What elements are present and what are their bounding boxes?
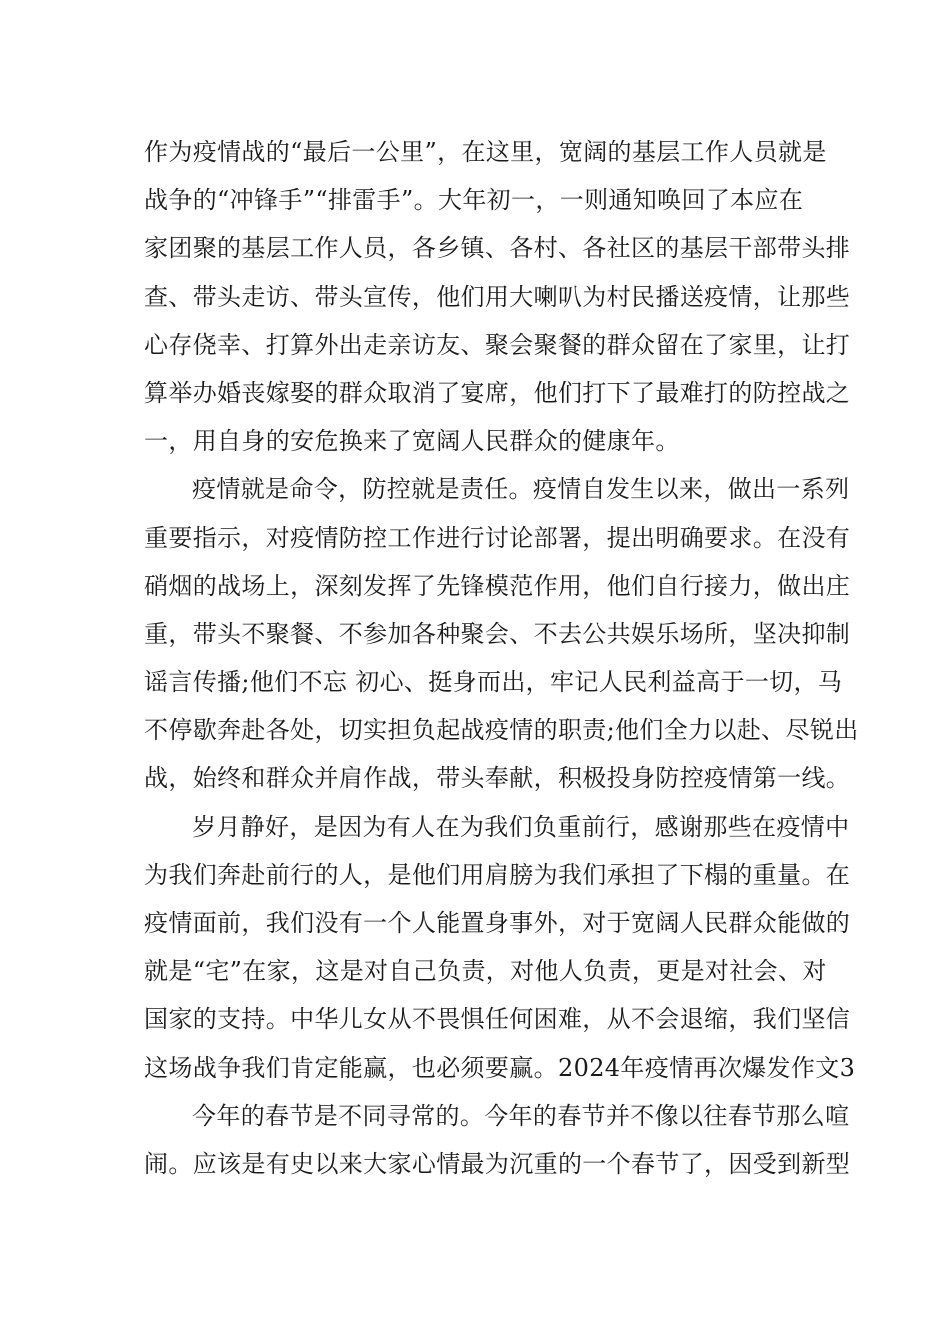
- paragraph-2: [144, 465, 859, 802]
- text-line: 作为疫情战的“最后一公里”，在这里，宽阔的基层工作人员就是: [144, 138, 827, 166]
- paragraph-3: [144, 803, 856, 1092]
- text-line: 疫情面前，我们没有一个人能置身事外，对于宽阔人民群众能做的: [144, 909, 851, 937]
- text-line: 闹。应该是有史以来大家心情最为沉重的一个春节了，因受到新型: [144, 1149, 851, 1178]
- text-line-first: 今年的春节是不同寻常的。今年的春节并不像以往春节那么喧: [192, 1101, 850, 1130]
- text-line: 一，用自身的安危换来了宽阔人民群众的健康年。: [144, 427, 680, 456]
- text-line: 战，始终和群众并肩作战，带头奉献，积极投身防控疫情第一线。: [144, 764, 851, 793]
- paragraph-1: [144, 128, 851, 465]
- text-line: 就是“宅”在家，这是对自己负责，对他人负责，更是对社会、对: [144, 957, 827, 986]
- text-line: 算举办婚丧嫁娶的群众取消了宴席，他们打下了最难打的防控战之: [144, 378, 851, 407]
- text-line-first: 疫情就是命令，防控就是责任。疫情自发生以来，做出一系列: [192, 475, 850, 504]
- text-line-first: 岁月静好，是因为有人在为我们负重前行，感谢那些在疫情中: [192, 812, 850, 841]
- text-line: 查、带头走访、带头宣传，他们用大喇叭为村民播送疫情，让那些: [144, 282, 851, 311]
- text-line: 重要指示，对疫情防控工作进行讨论部署，提出明确要求。在没有: [144, 523, 851, 552]
- document-body: [144, 128, 859, 1188]
- text-line: 心存侥幸、打算外出走亲访友、聚会聚餐的群众留在了家里，让打: [144, 330, 851, 359]
- text-line: 战争的“冲锋手”“排雷手”。大年初一，一则通知唤回了本应在: [144, 186, 804, 215]
- text-line: 家团聚的基层工作人员，各乡镇、各村、各社区的基层干部带头排: [144, 234, 851, 263]
- text-line: 为我们奔赴前行的人，是他们用肩膀为我们承担了下榻的重量。在: [144, 860, 851, 889]
- text-line: 硝烟的战场上，深刻发挥了先锋模范作用，他们自行接力，做出庄: [144, 571, 851, 600]
- text-line: 不停歇奔赴各处，切实担负起战疫情的职责;他们全力以赴、尽锐出: [144, 716, 859, 745]
- text-line: 重，带头不聚餐、不参加各种聚会、不去公共娱乐场所，坚决抑制: [144, 619, 851, 648]
- text-line: 这场战争我们肯定能赢，也必须要赢。2024年疫情再次爆发作文3: [144, 1053, 856, 1082]
- paragraph-4: [144, 1092, 851, 1188]
- text-line: 谣言传播;他们不忘 初心、挺身而出，牢记人民利益高于一切，马: [144, 668, 843, 697]
- text-line: 国家的支持。中华儿女从不畏惧任何困难，从不会退缩，我们坚信: [144, 1005, 851, 1034]
